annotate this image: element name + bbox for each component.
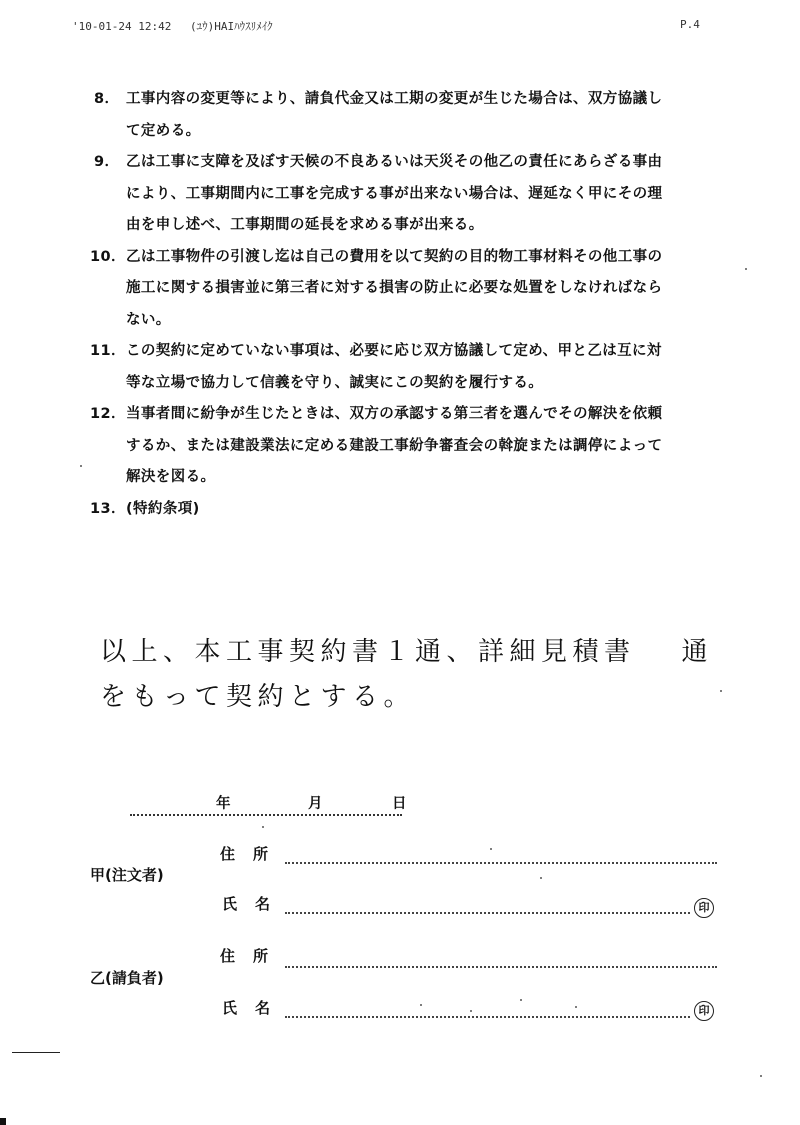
clause-8 bbox=[90, 84, 750, 147]
seal-mark: 印 bbox=[694, 898, 714, 918]
scan-speck bbox=[470, 1010, 472, 1012]
day-label: 日 bbox=[392, 796, 407, 812]
scan-speck bbox=[520, 999, 522, 1001]
scan-speck bbox=[575, 1006, 577, 1008]
clause-text: するか、または建設業法に定める建設工事紛争審査会の斡旋または調停によって bbox=[126, 437, 663, 454]
clause-number: 11． bbox=[90, 343, 126, 359]
party-b-name-label: 氏名 bbox=[222, 999, 289, 1017]
clause-10 bbox=[90, 242, 750, 337]
party-a-address-line bbox=[285, 862, 717, 864]
date-field bbox=[130, 792, 407, 816]
fax-page-number: P.4 bbox=[680, 18, 700, 31]
clause-11 bbox=[90, 336, 750, 399]
party-b-name-line bbox=[285, 1016, 690, 1018]
clause-number: 12． bbox=[90, 406, 126, 422]
clause-text: この契約に定めていない事項は、必要に応じ双方協議して定め、甲と乙は互に対 bbox=[126, 343, 662, 359]
clause-number: 8． bbox=[94, 91, 120, 107]
fax-header bbox=[0, 18, 800, 38]
clause-text: 乙は工事に支障を及ぼす天候の不良あるいは天災その他乙の責任にあらざる事由 bbox=[126, 154, 663, 170]
party-b-address-label: 住所 bbox=[220, 947, 287, 965]
party-b-label: 乙(請負者) bbox=[90, 969, 164, 987]
statement-text: 通 bbox=[681, 637, 714, 667]
scan-speck bbox=[262, 826, 264, 828]
clause-text: 乙は工事物件の引渡し迄は自己の費用を以て契約の目的物工事材料その他工事の bbox=[126, 248, 663, 265]
clause-text: 施工に関する損害並に第三者に対する損害の防止に必要な処置をしなければなら bbox=[126, 280, 663, 296]
fax-header-left bbox=[72, 18, 285, 34]
fax-datetime: '10-01-24 12:42 bbox=[72, 20, 172, 33]
statement-line-1 bbox=[100, 630, 740, 675]
seal-mark: 印 bbox=[694, 1001, 714, 1021]
clause-text: により、工事期間内に工事を完成する事が出来ない場合は、遅延なく甲にその理 bbox=[126, 185, 663, 202]
clause-12 bbox=[90, 399, 750, 494]
clause-number: 9． bbox=[94, 154, 120, 170]
statement-line-2: をもって契約とする。 bbox=[100, 682, 416, 712]
scan-speck bbox=[80, 465, 82, 467]
scan-speck bbox=[720, 690, 722, 692]
fax-sender: (ﾕｳ)HAIﾊｳｽﾘﾒｲｸ bbox=[189, 20, 273, 33]
year-label: 年 bbox=[216, 796, 231, 812]
party-a-label: 甲(注文者) bbox=[90, 866, 164, 884]
clause-9 bbox=[90, 147, 750, 242]
clause-text: 工事内容の変更等により、請負代金又は工期の変更が生じた場合は、双方協議し bbox=[126, 91, 663, 107]
scan-corner-mark bbox=[0, 1118, 6, 1125]
clause-number: 10． bbox=[90, 248, 126, 265]
scan-speck bbox=[745, 268, 747, 270]
clause-text: (特約条項) bbox=[126, 500, 200, 517]
clause-text: 解決を図る。 bbox=[126, 469, 216, 485]
scan-speck bbox=[490, 848, 492, 850]
party-a-name-label: 氏名 bbox=[222, 895, 289, 913]
month-label: 月 bbox=[308, 796, 323, 812]
clause-text: 由を申し述べ、工事期間の延長を求める事が出来る。 bbox=[126, 217, 484, 233]
statement-text: 以上、本工事契約書１通、詳細見積書 bbox=[100, 637, 636, 667]
clause-text: て定める。 bbox=[126, 122, 201, 139]
party-a-address-label: 住所 bbox=[220, 845, 287, 863]
scan-speck bbox=[420, 1004, 422, 1006]
party-a-name-line bbox=[285, 912, 690, 914]
margin-line bbox=[12, 1052, 60, 1053]
clause-text: 等な立場で協力して信義を守り、誠実にこの契約を履行する。 bbox=[126, 374, 544, 391]
party-b-address-line bbox=[285, 966, 717, 968]
clause-13 bbox=[90, 494, 750, 526]
clause-text: ない。 bbox=[126, 311, 171, 328]
contract-statement bbox=[100, 630, 740, 720]
scan-speck bbox=[540, 877, 542, 879]
clause-text: 当事者間に紛争が生じたときは、双方の承認する第三者を選んでその解決を依頼 bbox=[126, 406, 663, 422]
clause-number: 13． bbox=[90, 500, 126, 517]
scan-speck bbox=[760, 1075, 762, 1077]
contract-clauses bbox=[90, 84, 750, 525]
